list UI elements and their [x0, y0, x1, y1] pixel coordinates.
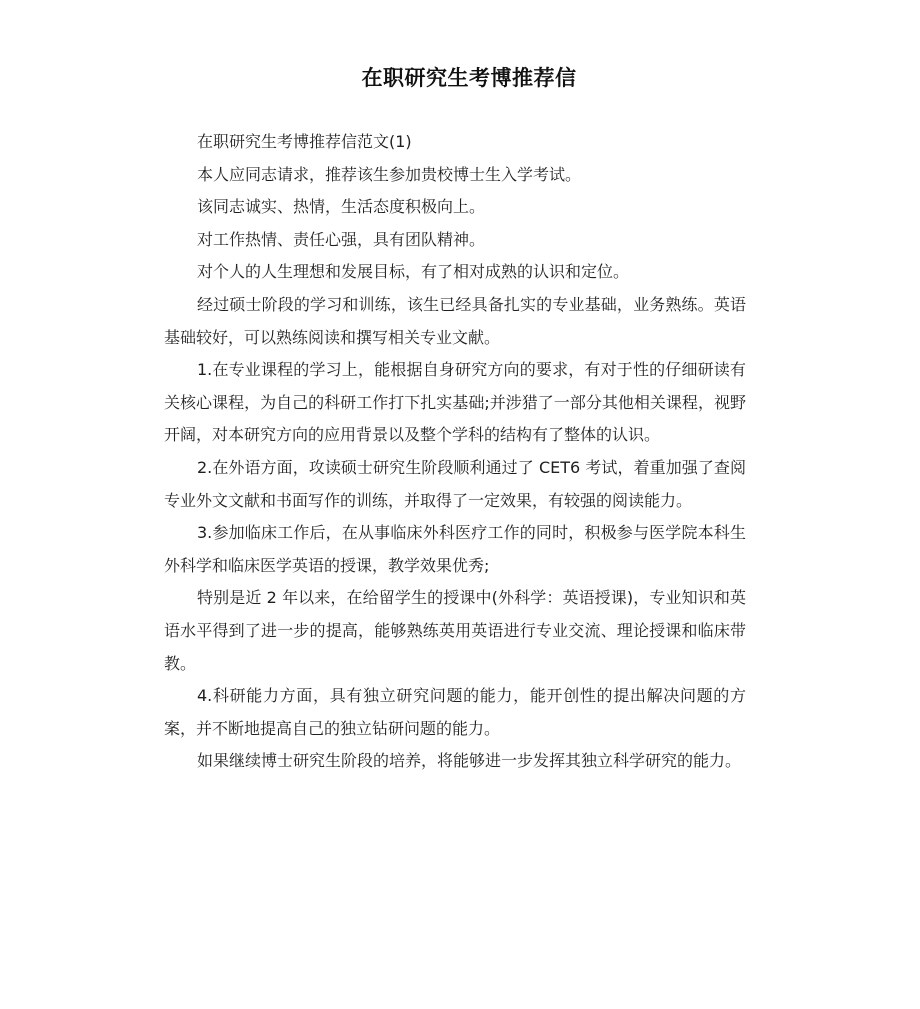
paragraph: 特别是近 2 年以来，在给留学生的授课中(外科学：英语授课)，专业知识和英语水平得到了进一步的提高，能够熟练英用英语进行专业交流、理论授课和临床带教。: [164, 588, 746, 673]
paragraph: 该同志诚实、热情，生活态度积极向上。: [197, 197, 486, 217]
paragraph: 3.参加临床工作后，在从事临床外科医疗工作的同时，积极参与医学院本科生外科学和临床医学英语的授课，教学效果优秀;: [164, 523, 746, 575]
paragraph: 本人应同志请求，推荐该生参加贵校博士生入学考试。: [197, 164, 582, 184]
letter-body: [164, 126, 746, 778]
paragraph-heading: 在职研究生考博推荐信范文(1): [197, 132, 412, 151]
paragraph: 1.在专业课程的学习上，能根据自身研究方向的要求，有对于性的仔细研读有关核心课程，为自己的科研工作打下扎实基础;并涉猎了一部分其他相关课程，视野开阔，对本研究方向的应用背景以及整个学科的结构有了整体的认识。: [164, 360, 746, 445]
paragraph: 经过硕士阶段的学习和训练，该生已经具备扎实的专业基础，业务熟练。英语基础较好，可以熟练阅读和撰写相关专业文献。: [164, 294, 746, 347]
paragraph: 对个人的人生理想和发展目标，有了相对成熟的认识和定位。: [197, 262, 630, 282]
paragraph: 对工作热情、责任心强，具有团队精神。: [197, 229, 486, 249]
paragraph: 4.科研能力方面，具有独立研究问题的能力，能开创性的提出解决问题的方案，并不断地提高自己的独立钻研问题的能力。: [164, 686, 746, 738]
paragraph-closing: 如果继续博士研究生阶段的培养，将能够进一步发挥其独立科学研究的能力。: [197, 751, 742, 771]
paragraph: 2.在外语方面，攻读硕士研究生阶段顺利通过了 CET6 考试，着重加强了查阅专业外文文献和书面写作的训练，并取得了一定效果，有较强的阅读能力。: [164, 457, 746, 510]
page-title: 在职研究生考博推荐信: [361, 66, 577, 90]
